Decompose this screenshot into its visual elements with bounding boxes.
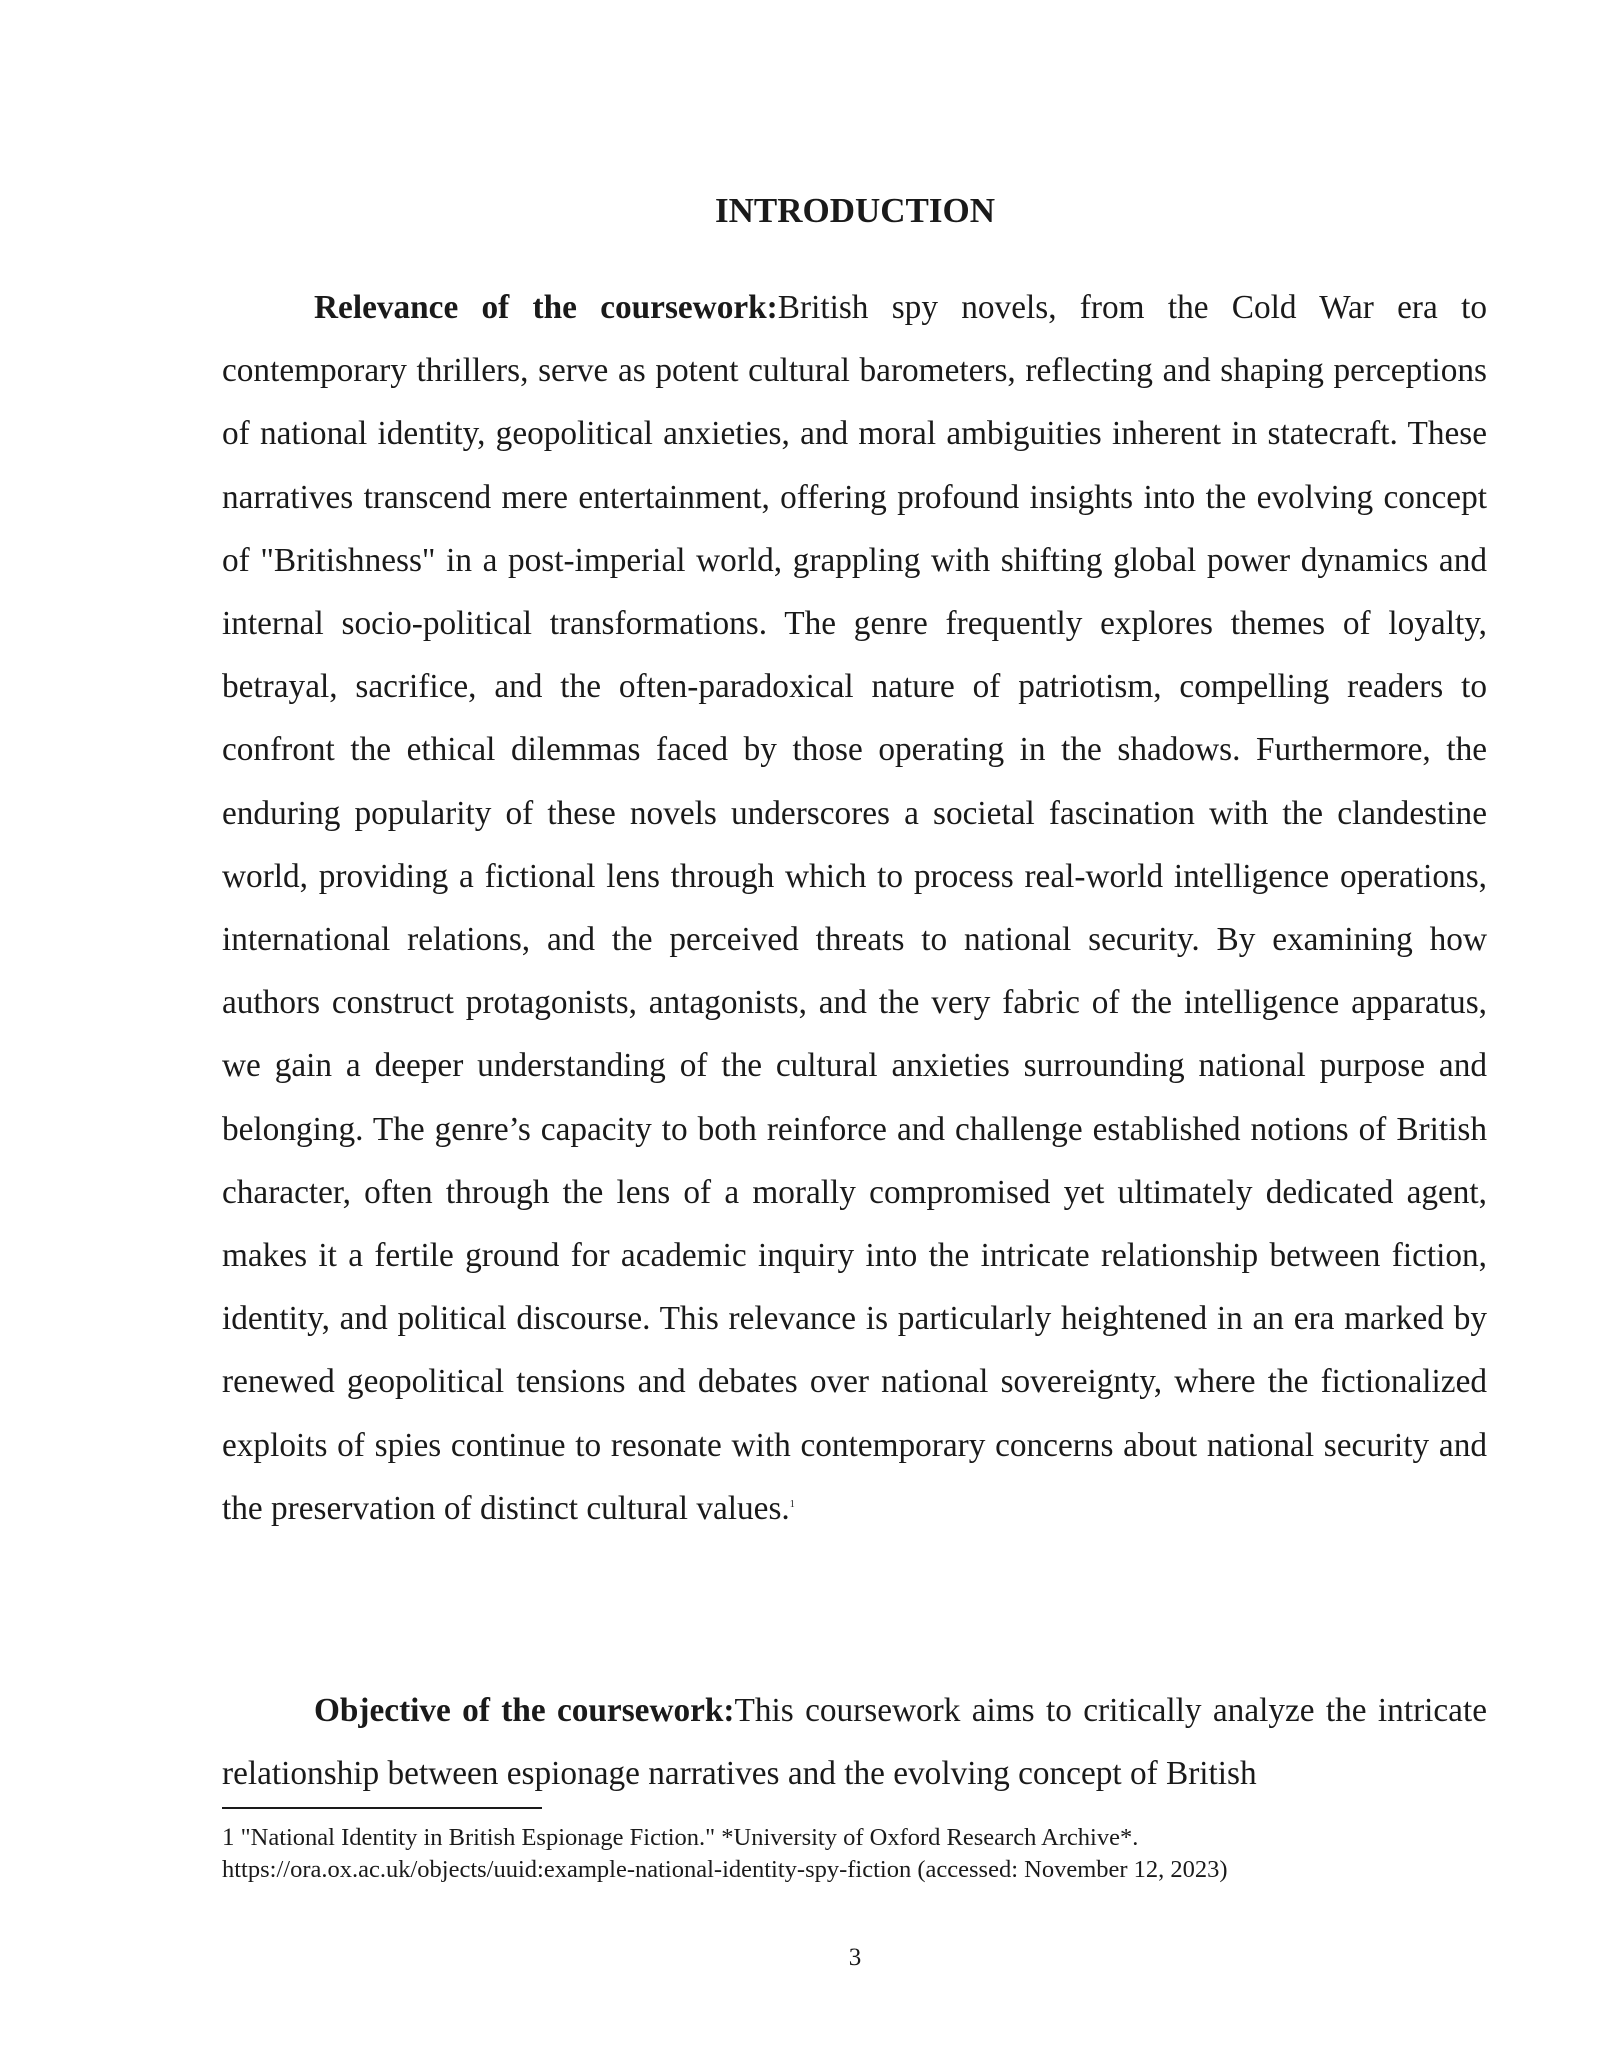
page-number: 3 [848, 1944, 862, 1971]
relevance-lead: Relevance of the coursework: [314, 289, 778, 326]
relevance-text: British spy novels, from the Cold War era to contemporary thrillers, serve as potent cultural barometers, reflecting and shaping perceptions of national identity, geopolitical anxieties, and moral ambiguities inherent in statecraft. These narratives transcend mere entertainment, offering profound insights into the evolving concept of "Britishness" in a post-imperial world, grappling with shifting global power dynamics and internal socio-political transformations. The genre frequently explores themes of loyalty, betrayal, sacrifice, and the often-paradoxical nature of patriotism, compelling readers to confront the ethical dilemmas faced by those operating in the shadows. Furthermore, the enduring popularity of these novels underscores a societal fascination with the clandestine world, providing a fictional lens through which to process real-world intelligence operations, international relations, and the perceived threats to national security. By examining how authors construct protagonists, antagonists, and the very fabric of the intelligence apparatus, we gain a deeper understanding of the cultural anxieties surrounding national purpose and belonging. The genre’s capacity to both reinforce and challenge established notions of British character, often through the lens of a morally compromised yet ultimately dedicated agent, makes it a fertile ground for academic inquiry into the intricate relationship between fiction, identity, and political discourse. This relevance is particularly heightened in an era marked by renewed geopolitical tensions and debates over national sovereignty, where the fictionalized exploits of spies continue to resonate with contemporary concerns about national security and the preservation of distinct cultural values. [222, 289, 1487, 1527]
objective-lead: Objective of the coursework: [314, 1692, 735, 1729]
section-heading: INTRODUCTION [714, 191, 996, 230]
objective-paragraph [222, 1679, 1487, 1805]
footnote-citation: "National Identity in British Espionage Fiction." *University of Oxford Research Archive*. [240, 1824, 1139, 1851]
footnote [222, 1822, 1487, 1886]
objective-text: This coursework aims to critically analyze the intricate relationship between espionage narratives and the evolving concept of British [222, 1692, 1487, 1793]
relevance-paragraph [222, 276, 1487, 1540]
footnote-line-1 [222, 1822, 1487, 1854]
footnote-number: 1 [222, 1824, 235, 1851]
footnote-url[interactable]: https://ora.ox.ac.uk/objects/uuid:example-national-identity-spy-fiction (accessed: November 12, 2023) [222, 1856, 1228, 1883]
footnote-separator [222, 1807, 542, 1809]
footnote-reference[interactable]: 1 [789, 1498, 795, 1510]
